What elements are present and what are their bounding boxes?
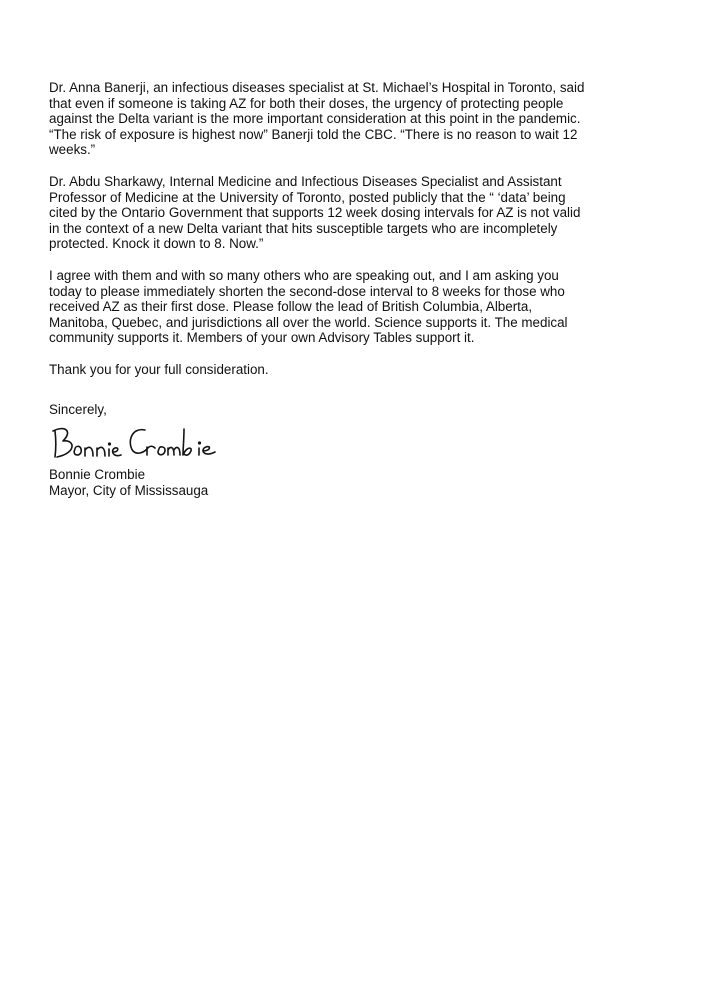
- handwritten-signature: [47, 421, 237, 465]
- paragraph-sharkawy: Dr. Abdu Sharkawy, Internal Medicine and Infectious Diseases Specialist and Assistant Professor of Medicine at the University of Toronto, posted publicly that the “ ‘data’ being cited by the Ontario Government that supports 12 week dosing intervals for AZ is not valid in the context of a new Delta variant that hits susceptible targets who are incompletely protected. Knock it down to 8. Now.”: [49, 173, 581, 252]
- letter-body: [49, 80, 681, 498]
- signer-name: Bonnie Crombie: [49, 467, 146, 483]
- signer-title: Mayor, City of Mississauga: [49, 482, 209, 498]
- salutation: Sincerely,: [49, 401, 107, 417]
- paragraph-banerji: Dr. Anna Banerji, an infectious diseases specialist at St. Michael’s Hospital in Toronto, said that even if someone is taking AZ for both their doses, the urgency of protecting people against the Delta variant is the more important consideration at this point in the pandemic. “The risk of exposure is highest now” Banerji told the CBC. “There is no reason to wait 12 weeks.”: [49, 80, 585, 158]
- paragraph-request: I agree with them and with so many others who are speaking out, and I am asking you today to please immediately shorten the second-dose interval to 8 weeks for those who received AZ as their first dose. Please follow the lead of British Columbia, Alberta, Manitoba, Quebec, and jurisdictions all over the world. Science supports it. The medical community supports it. Members of your own Advisory Tables support it.: [49, 267, 568, 346]
- closing-line: Thank you for your full consideration.: [49, 361, 269, 377]
